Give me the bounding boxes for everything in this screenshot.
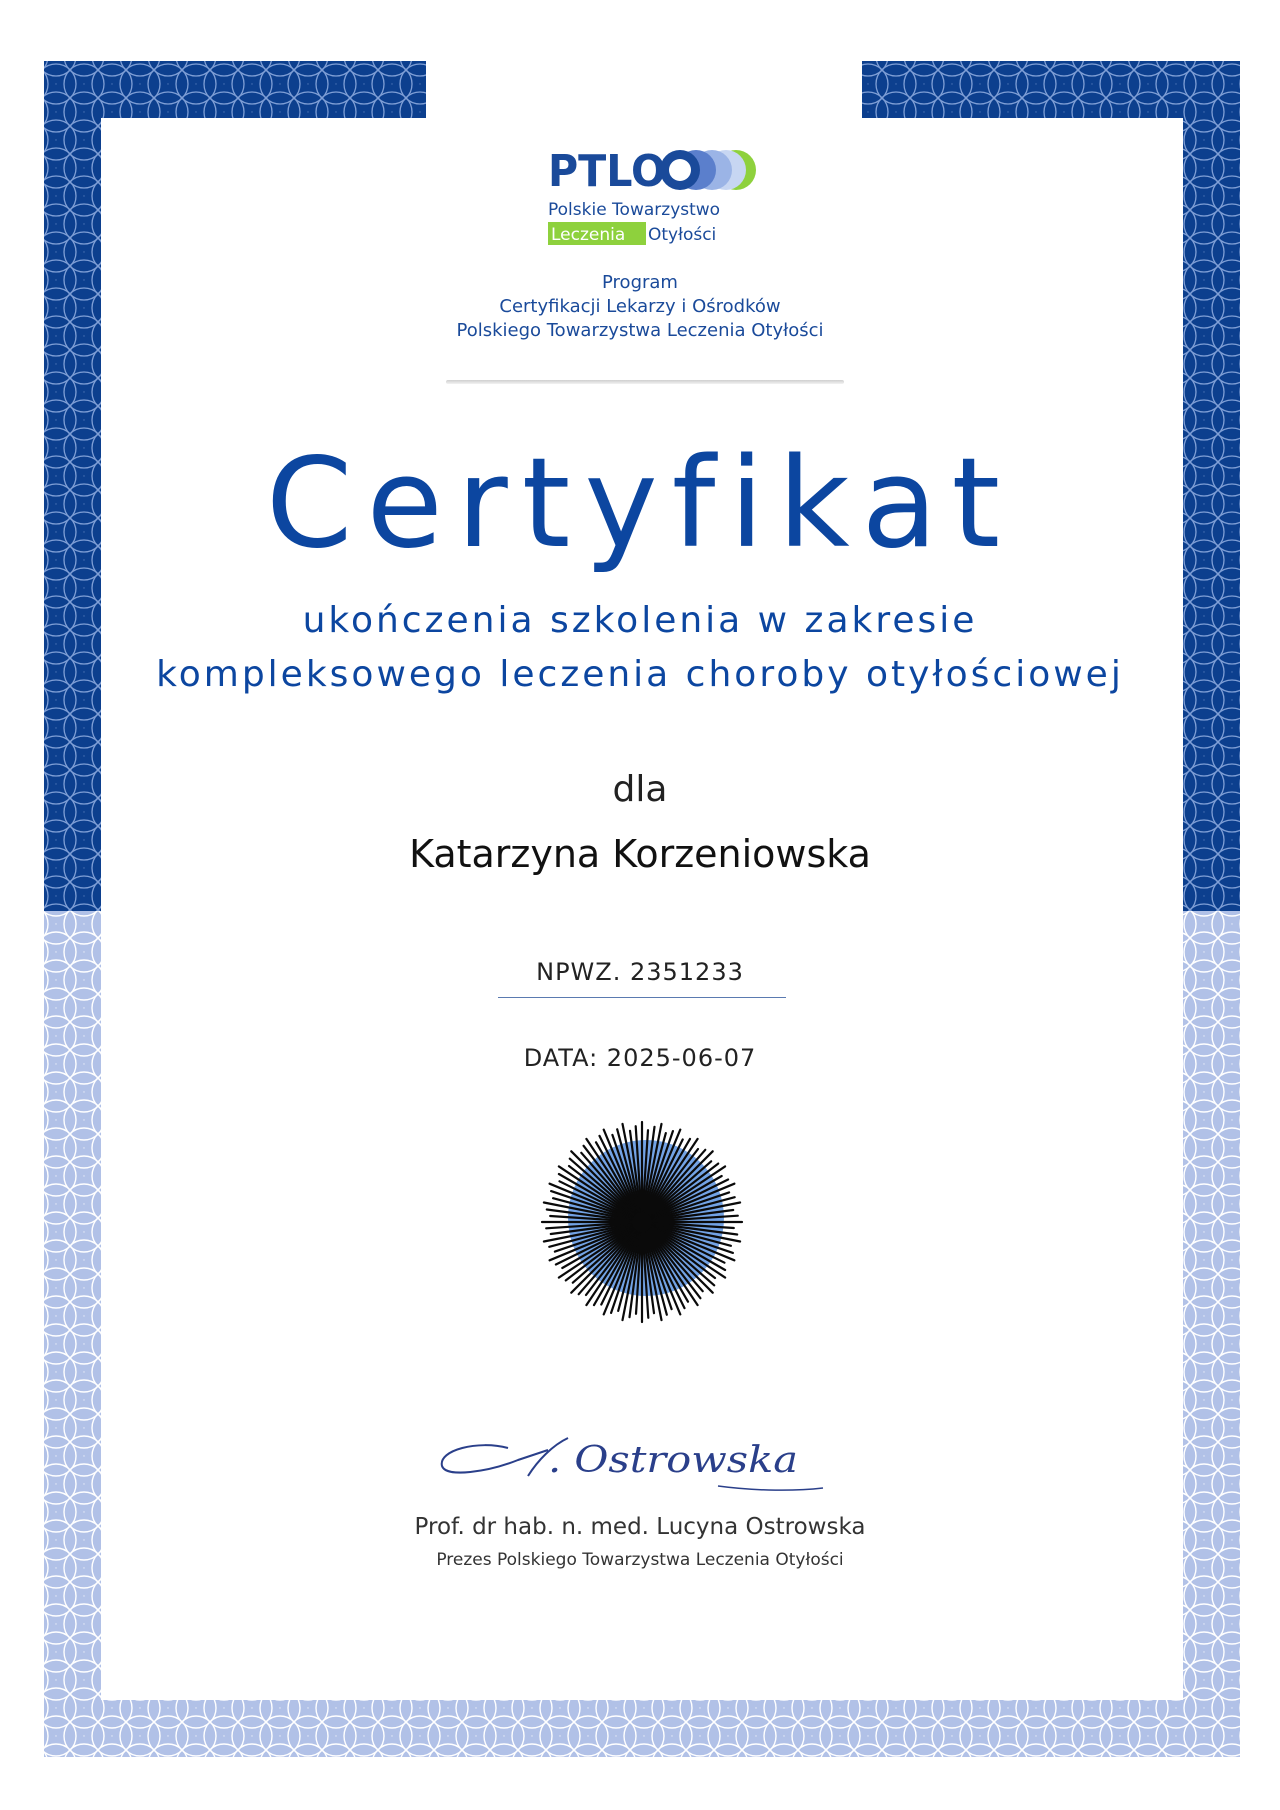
npwz-underline [498, 997, 786, 998]
logo-name-line1: Polskie Towarzystwo [548, 200, 721, 220]
program-line-1: Program [602, 272, 678, 293]
ptlo-logo [540, 142, 760, 252]
signature-image [428, 1420, 828, 1510]
logo-name-highlight: Leczenia [551, 225, 626, 245]
for-label: dla [612, 769, 668, 810]
header-divider [446, 380, 844, 384]
npwz-number: NPWZ. 2351233 [536, 958, 744, 986]
program-line-2: Certyfikacji Lekarzy i Ośrodków [499, 296, 781, 317]
logo-name-rest: Otyłości [648, 225, 717, 245]
subtitle-line-1: ukończenia szkolenia w zakresie [302, 600, 978, 641]
signatory-name: Prof. dr hab. n. med. Lucyna Ostrowska [414, 1514, 866, 1540]
certificate-title: Certyfikat [265, 432, 1015, 576]
signature-text: . Ostrowska [548, 1440, 798, 1481]
logo-acronym: PTLO [548, 146, 666, 197]
recipient-name: Katarzyna Korzeniowska [409, 832, 871, 876]
signatory-role: Prezes Polskiego Towarzystwa Leczenia Otyłości [436, 1550, 844, 1570]
seal-starburst-icon [540, 1120, 745, 1325]
program-line-3: Polskiego Towarzystwa Leczenia Otyłości [456, 320, 824, 341]
issue-date: DATA: 2025-06-07 [523, 1044, 757, 1072]
subtitle-line-2: kompleksowego leczenia choroby otyłościowej [156, 654, 1124, 695]
